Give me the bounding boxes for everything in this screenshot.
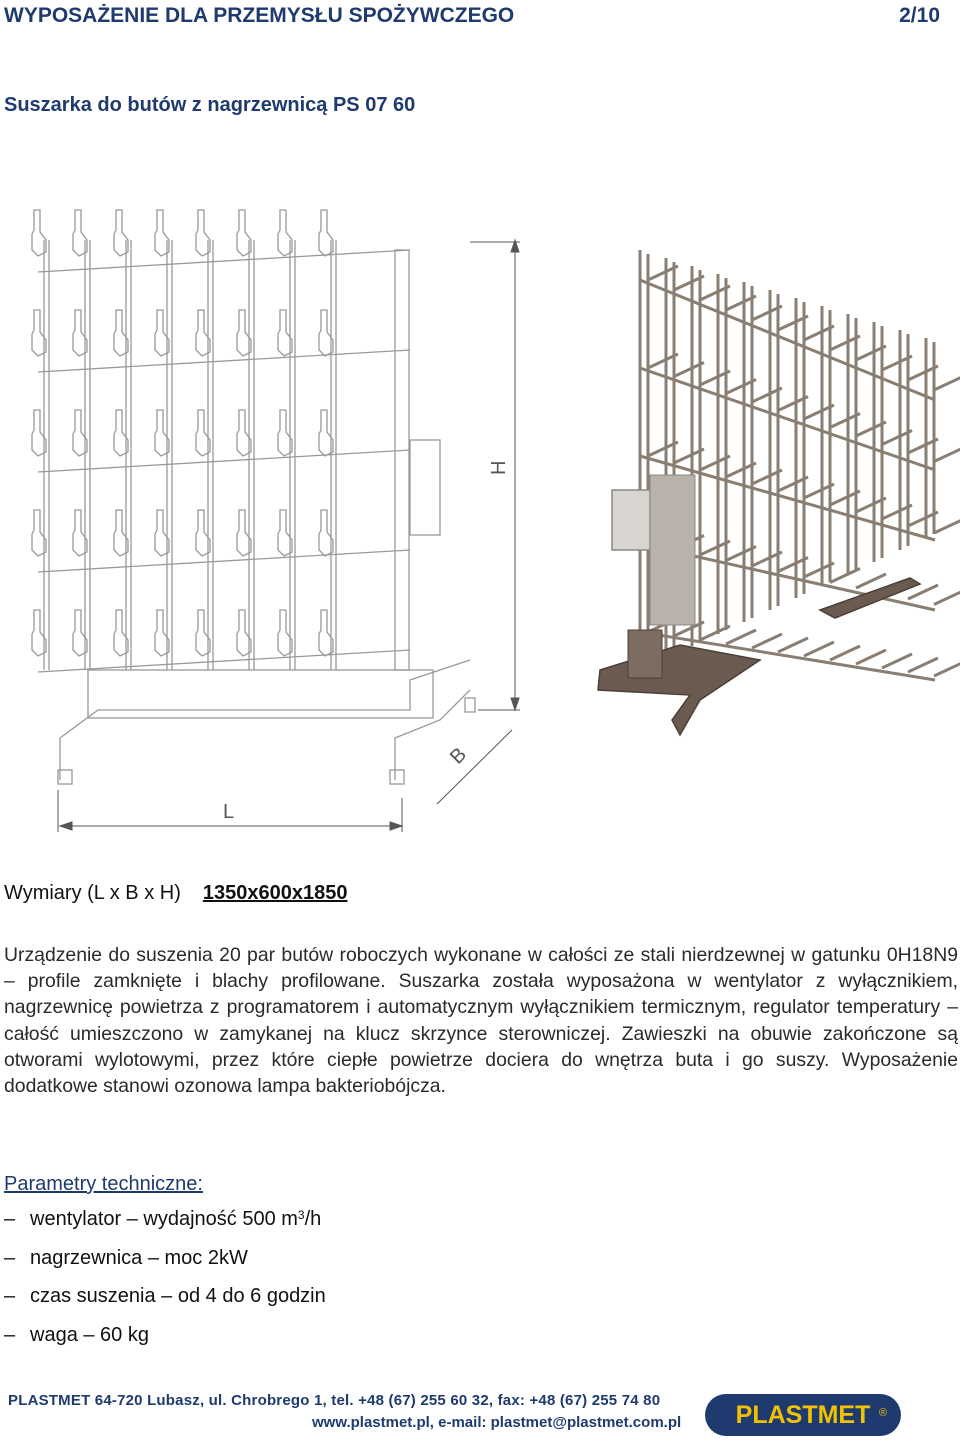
product-description: Urządzenie do suszenia 20 par butów roboczych wykonane w całości ze stali nierdzewnej w gatunku 0H18N9 – profile zamknięte i blachy profilowane. Suszarka została wyposażona w wentylator z wyłącznikiem, nagrzewnicę powietrza z programatorem i automatycznym wyłącznikiem termicznym, regulator temperatury – całość umieszczono w zamykanej na klucz skrzynce sterowniczej. Zawieszki na obuwie zakończone są otworami wylotowymi, przez które ciepłe powietrze dociera do wnętrza buta i go suszy. Wyposażenie dodatkowe stanowi ozonowa lampa bakteriobójcza. <box>4 944 958 1098</box>
technical-drawing <box>0 190 960 850</box>
page-header <box>4 4 940 28</box>
product-photo <box>598 250 960 735</box>
param-item: – nagrzewnica – moc 2kW <box>4 1246 248 1269</box>
logo-text: PLASTMET <box>735 1401 871 1429</box>
dimensions-label: Wymiary (L x B x H) <box>4 882 181 904</box>
plastmet-logo <box>703 1392 903 1438</box>
dimensions-value: 1350x600x1850 <box>202 882 348 904</box>
product-title: Suszarka do butów z nagrzewnicą PS 07 60 <box>4 94 416 116</box>
dimension-h-label: H <box>488 460 510 475</box>
footer-contact: www.plastmet.pl, e-mail: plastmet@plastmet.com.pl <box>312 1414 682 1431</box>
logo-registered-mark: ® <box>879 1407 888 1419</box>
product-figure <box>0 190 960 850</box>
dimensions-row <box>4 882 347 905</box>
param-item: – wentylator – wydajność 500 m $^3$ /h <box>4 1208 322 1230</box>
page-number: 2/10 <box>899 4 940 27</box>
dimension-b-label: B <box>445 743 471 769</box>
params-list <box>4 1208 326 1362</box>
footer-address: PLASTMET 64-720 Lubasz, ul. Chrobrego 1, tel. +48 (67) 255 60 32, fax: +48 (67) 255 74 80 <box>8 1392 661 1409</box>
list-dash: – <box>4 1208 16 1230</box>
list-dash: – <box>4 1323 16 1346</box>
dimension-l-label: L <box>223 801 235 823</box>
list-dash: – <box>4 1285 16 1307</box>
page-footer <box>0 1388 960 1444</box>
param-item: – waga – 60 kg <box>4 1323 149 1346</box>
params-title: Parametry techniczne: <box>4 1173 203 1195</box>
param-item: – czas suszenia – od 4 do 6 godzin <box>4 1285 326 1307</box>
list-dash: – <box>4 1246 16 1269</box>
header-title: WYPOSAŻENIE DLA PRZEMYSŁU SPOŻYWCZEGO <box>4 4 515 27</box>
